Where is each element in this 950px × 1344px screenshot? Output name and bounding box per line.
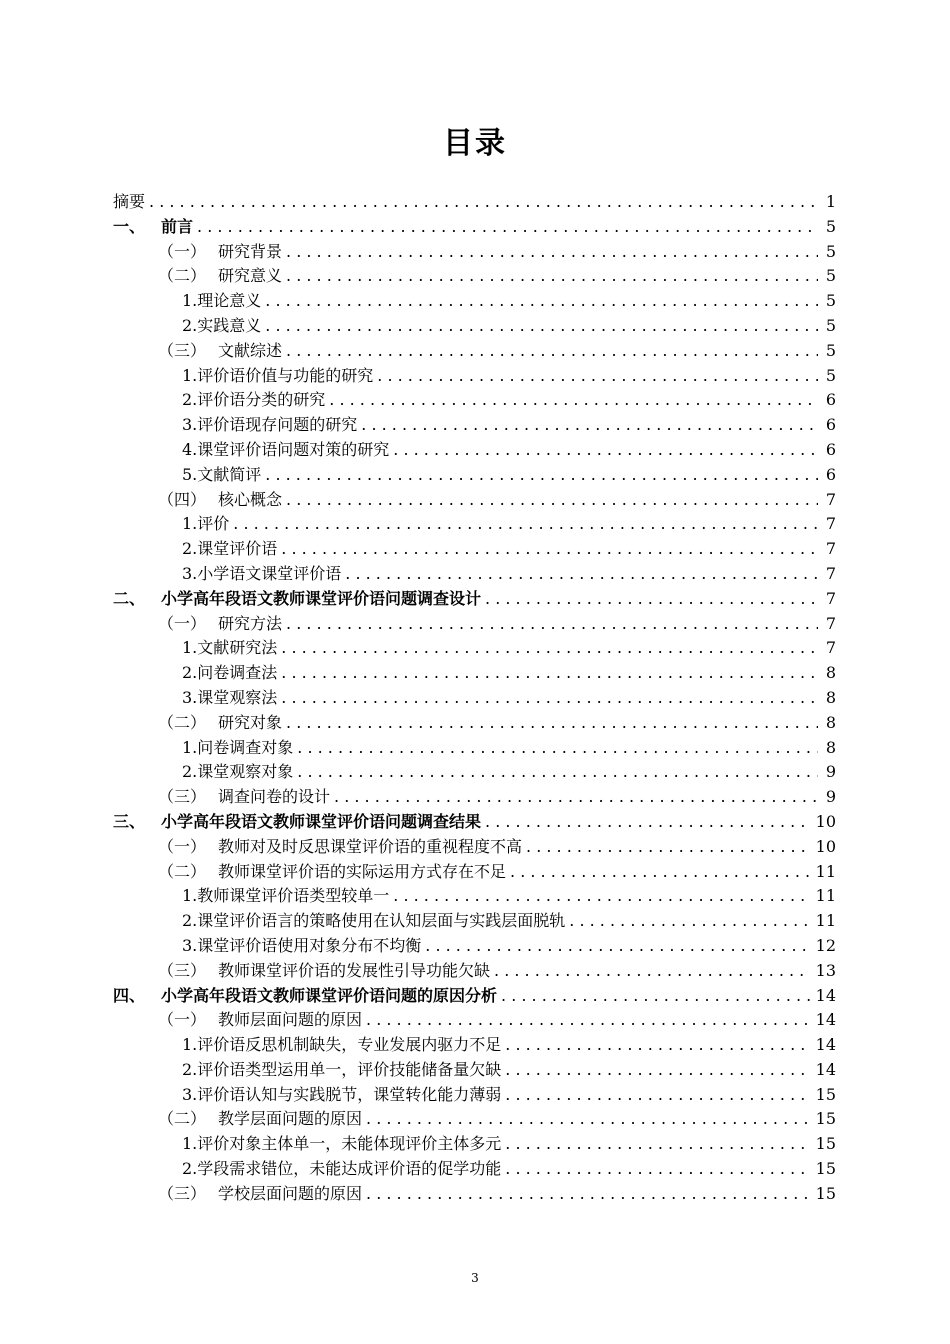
toc-entry-number: （三） [158,960,207,980]
toc-entry-number: 1. [182,514,198,534]
toc-entry-page: 7 [825,588,836,608]
toc-entry-title: 课堂观察对象 [197,762,294,782]
toc-entry-title: 小学高年段语文教师课堂评价语问题调查结果 [161,811,482,831]
toc-entry-title: 课堂评价语 [197,539,278,559]
toc-entry[interactable] [113,884,836,909]
toc-entry-page: 15 [815,1109,836,1129]
toc-entry-page: 11 [815,886,836,906]
dot-leader [297,736,818,761]
toc-entry-number: 3. [182,415,198,435]
toc-entry-number: 2. [182,539,198,559]
toc-entry-title: 评价语现存问题的研究 [197,415,358,435]
toc-entry[interactable] [113,240,836,265]
toc-entry-title: 文献简评 [197,464,262,484]
toc-entry-title: 教师对及时反思课堂评价语的重视程度不高 [218,836,523,856]
toc-entry-title: 研究方法 [218,613,283,633]
toc-entry-number: 1. [182,1035,198,1055]
toc-entry-title: 调查问卷的设计 [218,787,331,807]
dot-leader [393,438,818,463]
toc-entry-page: 1 [825,192,836,211]
toc-entry-page: 7 [825,638,836,658]
dot-leader [286,488,818,513]
toc-entry[interactable] [113,909,836,934]
toc-entry-title: 小学高年段语文教师课堂评价语问题的原因分析 [161,985,498,1005]
toc-entry-title: 评价语反思机制缺失，专业发展内驱力不足 [197,1035,502,1055]
toc-entry-number: 1. [182,638,198,658]
toc-entry-page: 5 [825,365,836,385]
toc-entry-page: 15 [815,1183,836,1203]
toc-entry-title: 学段需求错位，未能达成评价语的促学功能 [197,1159,502,1179]
toc-entry-number: 2. [182,1159,198,1179]
toc-entry[interactable] [113,314,836,339]
toc-entry-title: 教师课堂评价语类型较单一 [197,886,390,906]
toc-entry-title: 评价语价值与功能的研究 [197,365,374,385]
toc-entry-page: 14 [815,1035,836,1055]
toc-entry[interactable] [113,860,836,885]
dot-leader [286,339,818,364]
toc-entry-number: 3. [182,563,198,583]
toc-entry-page: 7 [825,514,836,534]
toc-entry-title: 课堂评价语言的策略使用在认知层面与实践层面脱轨 [197,911,566,931]
toc-entry[interactable] [113,959,836,984]
toc-entry-title: 评价对象主体单一，未能体现评价主体多元 [197,1134,502,1154]
toc-entry[interactable] [113,1132,836,1157]
toc-entry-number: 3. [182,1084,198,1104]
toc-entry-number: 1. [182,1134,198,1154]
toc-entry-title: 实践意义 [197,315,262,335]
toc-entry[interactable] [113,512,836,537]
dot-leader [281,661,818,686]
dot-leader [366,1107,810,1132]
toc-entry[interactable] [113,636,836,661]
toc-entry-number: 5. [182,464,198,484]
dot-leader [510,860,810,885]
toc-entry[interactable] [113,463,836,488]
dot-leader [377,364,818,389]
toc-entry[interactable] [113,760,836,785]
toc-entry[interactable] [113,488,836,513]
dot-leader [286,612,818,637]
toc-entry-page: 6 [825,390,836,410]
toc-entry[interactable] [113,289,836,314]
toc-entry-title: 评价语分类的研究 [197,390,326,410]
dot-leader [265,314,818,339]
toc-entry[interactable] [113,1008,836,1033]
toc-entry[interactable] [113,984,836,1009]
toc-entry-page: 12 [815,935,836,955]
dot-leader [329,388,818,413]
toc-entry-page: 10 [815,811,836,831]
toc-entry[interactable] [113,1058,836,1083]
toc-entry-title: 文献研究法 [197,638,278,658]
toc-entry[interactable] [113,1033,836,1058]
toc-entry-number: （一） [158,613,207,633]
dot-leader [505,1058,809,1083]
toc-entry-number: （二） [158,712,207,732]
toc-entry-page: 8 [825,737,836,757]
toc-entry[interactable] [113,810,836,835]
toc-entry[interactable] [113,215,836,240]
toc-entry[interactable] [113,661,836,686]
toc-entry[interactable] [113,1083,836,1108]
toc-entry-page: 5 [825,291,836,311]
toc-entry-title: 核心概念 [218,489,283,509]
toc-entry-title: 摘要 [113,192,146,211]
toc-entry-number: （三） [158,787,207,807]
toc-entry-title: 课堂评价语使用对象分布不均衡 [197,935,422,955]
toc-entry[interactable] [113,364,836,389]
toc-entry-number: （四） [158,489,207,509]
dot-leader [366,1182,810,1207]
toc-entry[interactable] [113,537,836,562]
toc-entry-page: 6 [825,415,836,435]
dot-leader [286,264,818,289]
dot-leader [334,785,818,810]
toc-entry[interactable] [113,736,836,761]
dot-leader [505,1157,809,1182]
toc-entry-page: 5 [825,216,836,236]
toc-entry-number: 3. [182,935,198,955]
toc-entry-page: 14 [815,985,836,1005]
toc-entry-page: 6 [825,439,836,459]
dot-leader [526,835,810,860]
toc-entry-page: 11 [815,861,836,881]
toc-entry-number: 1. [182,737,198,757]
toc-entry-title: 研究对象 [218,712,283,732]
toc-entry[interactable] [113,264,836,289]
toc-entry[interactable] [113,587,836,612]
toc-entry-number: （一） [158,241,207,261]
toc-entry[interactable] [113,339,836,364]
dot-leader [149,190,818,215]
toc-entry-title: 评价语认知与实践脱节，课堂转化能力薄弱 [197,1084,502,1104]
toc-entry[interactable] [113,686,836,711]
toc-entry-page: 15 [815,1134,836,1154]
toc-entry-page: 15 [815,1084,836,1104]
toc-entry-title: 问卷调查法 [197,663,278,683]
toc-entry-page: 5 [825,241,836,261]
toc-entry-page: 15 [815,1159,836,1179]
toc-entry[interactable] [113,413,836,438]
toc-entry-title: 学校层面问题的原因 [218,1183,363,1203]
toc-entry[interactable] [113,711,836,736]
toc-entry-page: 5 [825,315,836,335]
toc-entry-title: 前言 [161,216,194,236]
toc-entry-number: 1. [182,365,198,385]
table-of-contents [113,190,836,1207]
toc-entry-page: 8 [825,712,836,732]
toc-entry-page: 7 [825,563,836,583]
dot-leader [286,240,818,265]
toc-entry-number: 一、 [113,216,146,236]
toc-entry-number: 2. [182,762,198,782]
toc-entry[interactable] [113,562,836,587]
dot-leader [501,984,810,1009]
toc-entry-title: 教师课堂评价语的实际运用方式存在不足 [218,861,507,881]
dot-leader [485,810,810,835]
dot-leader [505,1132,809,1157]
toc-entry-title: 课堂观察法 [197,687,278,707]
toc-entry-title: 文献综述 [218,340,283,360]
toc-entry-page: 13 [815,960,836,980]
toc-entry-page: 9 [825,762,836,782]
toc-entry-title: 教师课堂评价语的发展性引导功能欠缺 [218,960,491,980]
toc-entry-page: 8 [825,687,836,707]
dot-leader [265,289,818,314]
toc-entry-number: 二、 [113,588,146,608]
toc-entry-number: （三） [158,340,207,360]
toc-entry-page: 8 [825,663,836,683]
toc-entry[interactable] [113,438,836,463]
toc-entry-number: 四、 [113,985,146,1005]
toc-entry-number: 2. [182,663,198,683]
dot-leader [505,1033,809,1058]
toc-entry-page: 10 [815,836,836,856]
toc-entry-number: （二） [158,266,207,286]
dot-leader [425,934,809,959]
toc-entry-number: （二） [158,1109,207,1129]
toc-title: 目录 [443,126,507,161]
toc-entry-title: 课堂评价语问题对策的研究 [197,439,390,459]
toc-entry-page: 7 [825,539,836,559]
dot-leader [494,959,810,984]
toc-entry-page: 5 [825,340,836,360]
toc-entry[interactable] [113,1182,836,1207]
toc-entry-number: 3. [182,687,198,707]
toc-entry-page: 6 [825,464,836,484]
dot-leader [505,1083,809,1108]
toc-entry-title: 问卷调查对象 [197,737,294,757]
toc-entry-title: 评价语类型运用单一，评价技能储备量欠缺 [197,1059,502,1079]
toc-entry-title: 研究背景 [218,241,283,261]
toc-entry[interactable] [113,388,836,413]
toc-entry-page: 14 [815,1059,836,1079]
dot-leader [345,562,818,587]
page-number-footer: 3 [471,1271,479,1285]
toc-entry-number: 2. [182,315,198,335]
toc-entry-number: （一） [158,1010,207,1030]
toc-entry-page: 11 [815,911,836,931]
toc-entry[interactable] [113,934,836,959]
dot-leader [286,711,818,736]
toc-entry-title: 教师层面问题的原因 [218,1010,363,1030]
toc-entry-page: 9 [825,787,836,807]
toc-entry-number: 1. [182,291,198,311]
dot-leader [297,760,818,785]
dot-leader [569,909,809,934]
toc-entry[interactable] [113,835,836,860]
dot-leader [197,215,818,240]
toc-entry-title: 研究意义 [218,266,283,286]
dot-leader [233,512,818,537]
toc-entry-number: （一） [158,836,207,856]
dot-leader [265,463,818,488]
toc-entry-number: （二） [158,861,207,881]
toc-entry-number: 2. [182,911,198,931]
toc-entry-number: （三） [158,1183,207,1203]
dot-leader [361,413,818,438]
toc-entry[interactable] [113,190,836,215]
toc-entry-title: 小学语文课堂评价语 [197,563,342,583]
toc-entry[interactable] [113,1157,836,1182]
toc-entry-page: 7 [825,613,836,633]
dot-leader [485,587,818,612]
dot-leader [281,636,818,661]
dot-leader [393,884,809,909]
toc-entry-page: 14 [815,1010,836,1030]
toc-entry-title: 评价 [197,514,230,534]
toc-entry-number: 4. [182,439,198,459]
dot-leader [281,537,818,562]
toc-entry-page: 7 [825,489,836,509]
toc-entry-number: 2. [182,1059,198,1079]
toc-entry-title: 理论意义 [197,291,262,311]
toc-entry-page: 5 [825,266,836,286]
toc-entry-title: 小学高年段语文教师课堂评价语问题调查设计 [161,588,482,608]
dot-leader [366,1008,810,1033]
toc-entry[interactable] [113,612,836,637]
toc-entry-number: 2. [182,390,198,410]
toc-entry-number: 1. [182,886,198,906]
toc-entry[interactable] [113,785,836,810]
toc-entry-number: 三、 [113,811,146,831]
toc-entry-title: 教学层面问题的原因 [218,1109,363,1129]
toc-entry[interactable] [113,1107,836,1132]
dot-leader [281,686,818,711]
